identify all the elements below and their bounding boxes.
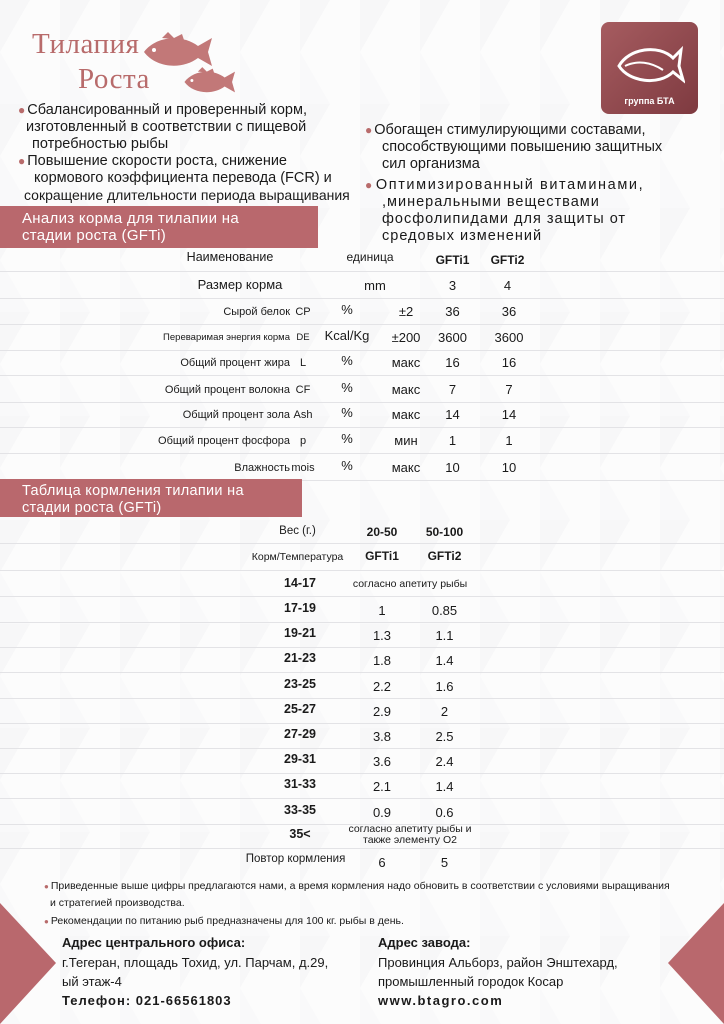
logo-text: группа БТА xyxy=(624,96,675,106)
weight-50-100: 50-100 xyxy=(425,525,464,539)
feeding-row-gfti1: 1 xyxy=(378,603,386,618)
feeding-row-gfti2: 1.1 xyxy=(435,628,454,644)
analysis-row-name: Общий процент фосфора xyxy=(158,435,290,447)
feeding-row-gfti1: 3.6 xyxy=(372,754,392,770)
row-divider xyxy=(0,350,724,351)
col-header-gfti1: GFTi1 xyxy=(435,253,470,267)
feed-gfti2: GFTi2 xyxy=(427,549,462,563)
weight-20-50: 20-50 xyxy=(366,525,398,539)
analysis-row-gfti1: 7 xyxy=(448,382,457,397)
analysis-row-qualifier: ±200 xyxy=(391,330,421,345)
feeding-banner xyxy=(0,479,302,517)
analysis-row-gfti1: 16 xyxy=(445,355,460,370)
analysis-banner xyxy=(0,206,318,248)
bullet-item: ● Повышение скорости роста, снижение xyxy=(18,153,287,169)
feeding-row-gfti1: 0.9 xyxy=(372,804,392,820)
row-divider xyxy=(0,570,724,571)
feed-temp-label: Корм/Температура xyxy=(251,551,344,563)
analysis-title-line1: Анализ корма для тилапии на xyxy=(22,210,239,227)
row-divider xyxy=(0,298,724,299)
feeding-row-temp: 29-31 xyxy=(284,752,316,767)
corner-decoration-left xyxy=(0,903,56,1024)
row-divider xyxy=(0,596,724,597)
feeding-row-gfti1: 3.8 xyxy=(372,729,392,744)
analysis-row-gfti1: 10 xyxy=(445,460,460,475)
appetite-o2-note xyxy=(340,824,480,846)
col-header-unit: единица xyxy=(346,250,394,264)
repeat-gfti2: 5 xyxy=(440,855,449,870)
analysis-row-qualifier: макс xyxy=(391,407,421,422)
analysis-row-unit: Kcal/Kg xyxy=(324,328,370,343)
feeding-row-temp: 17-19 xyxy=(284,601,316,615)
bullet-item-line: сокращение длительности периода выращивания xyxy=(24,187,350,203)
factory-title: Адрес завода: xyxy=(378,935,471,950)
analysis-row-name: Влажность xyxy=(234,462,290,474)
analysis-row-gfti2: 7 xyxy=(505,382,513,397)
feed-gfti1: GFTi1 xyxy=(365,549,399,563)
analysis-row-name: Общий процент зола xyxy=(182,409,290,421)
appetite-note: согласно апетиту рыбы xyxy=(352,578,468,590)
analysis-row-name: Сырой белок xyxy=(223,306,290,318)
temp-14-17: 14-17 xyxy=(284,576,316,590)
feeding-title-line2: стадии роста (GFTi) xyxy=(22,500,162,516)
row-divider xyxy=(0,622,724,623)
analysis-row-qualifier: ±2 xyxy=(398,304,414,319)
feeding-row-gfti2: 1.6 xyxy=(435,678,454,694)
analysis-row-name: Переваримая энергия корма xyxy=(163,332,290,343)
size-row-gfti1: 3 xyxy=(448,278,457,293)
analysis-row-gfti2: 36 xyxy=(501,304,517,319)
analysis-title-line2: стадии роста (GFTi) xyxy=(22,227,167,244)
feeding-row-temp: 21-23 xyxy=(284,651,316,666)
analysis-row-code: p xyxy=(299,435,307,447)
row-divider xyxy=(0,672,724,673)
row-divider xyxy=(0,402,724,403)
footnote-1: ● Приведенные выше цифры предлагаются нами, а время кормления надо обновить в соответствии с условиями выращивания xyxy=(44,880,670,892)
bullet-item: ● Обогащен стимулирующими составами, xyxy=(365,122,646,138)
bullet-item-line: потребностью рыбы xyxy=(32,136,169,152)
footnote-1-cont: и стратегией производства. xyxy=(50,897,185,909)
feeding-row-temp: 27-29 xyxy=(284,727,316,741)
row-divider xyxy=(0,748,724,749)
feeding-row-gfti1: 1.8 xyxy=(372,653,392,669)
analysis-row-unit: % xyxy=(341,302,353,317)
analysis-row-unit: % xyxy=(341,380,353,395)
row-divider xyxy=(0,324,724,325)
analysis-row-qualifier: макс xyxy=(391,382,421,397)
row-divider xyxy=(0,453,724,454)
fish-icon xyxy=(180,66,238,98)
col-header-name: Наименование xyxy=(186,250,274,264)
analysis-row-gfti2: 14 xyxy=(501,407,517,422)
analysis-row-gfti1: 14 xyxy=(445,407,460,422)
phone: Телефон: 021-66561803 xyxy=(62,993,232,1008)
feeding-row-gfti2: 2.4 xyxy=(435,754,454,770)
feeding-row-temp: 23-25 xyxy=(284,676,316,691)
bullets-right xyxy=(365,122,710,245)
analysis-row-unit: % xyxy=(341,405,353,420)
row-divider xyxy=(0,375,724,376)
bullet-item-line: кормового коэффициента перевода (FCR) и xyxy=(34,170,332,186)
corner-decoration-right xyxy=(668,903,724,1024)
row-divider xyxy=(0,647,724,648)
row-divider xyxy=(0,427,724,428)
feeding-row-gfti2: 0.6 xyxy=(435,804,454,820)
analysis-row-gfti2: 10 xyxy=(501,460,517,475)
row-divider xyxy=(0,848,724,849)
office-address-line1: г.Тегеран, площадь Тохид, ул. Парчам, д.29, xyxy=(62,955,329,970)
analysis-row-qualifier: мин xyxy=(394,433,418,448)
analysis-row-gfti1: 1 xyxy=(448,433,457,448)
bullet-item-line: способствующими повышению защитных xyxy=(382,139,663,155)
row-divider xyxy=(0,698,724,699)
row-divider xyxy=(0,271,724,272)
feeding-row-gfti2: 2 xyxy=(440,703,449,719)
title-line2: Роста xyxy=(78,63,150,95)
office-title: Адрес центрального офиса: xyxy=(62,935,246,950)
website-link[interactable]: www.btagro.com xyxy=(378,993,504,1008)
factory-address-line1: Провинция Альборз, район Энштехард, xyxy=(378,955,618,970)
footnote-2: ● Рекомендации по питанию рыб предназначены для 100 кг. рыбы в день. xyxy=(44,915,404,927)
feeding-row-temp: 25-27 xyxy=(284,701,316,716)
analysis-row-unit: % xyxy=(341,353,353,368)
analysis-row-code: mois xyxy=(291,462,315,474)
analysis-row-qualifier: макс xyxy=(391,355,421,370)
logo xyxy=(601,22,698,114)
bullet-item-line: фосфолипидами для защиты от xyxy=(382,211,627,227)
analysis-row-gfti2: 3600 xyxy=(494,330,524,345)
feeding-row-temp: 19-21 xyxy=(284,626,316,641)
fish-logo-icon xyxy=(615,40,685,88)
analysis-row-name: Общий процент жира xyxy=(180,357,290,369)
analysis-row-unit: % xyxy=(341,431,353,446)
analysis-row-gfti1: 36 xyxy=(445,304,460,319)
title-line1: Тилапия xyxy=(32,28,140,60)
temp-35-plus: 35< xyxy=(289,827,311,841)
feeding-row-gfti2: 2.5 xyxy=(435,729,454,744)
analysis-row-code: CF xyxy=(295,384,311,396)
feeding-row-gfti2: 1.4 xyxy=(435,653,454,669)
size-row-gfti2: 4 xyxy=(503,278,512,293)
feeding-row-gfti2: 1.4 xyxy=(435,779,454,795)
analysis-row-code: CP xyxy=(295,306,311,318)
feeding-title-line1: Таблица кормления тилапии на xyxy=(22,483,244,499)
feeding-row-gfti1: 1.3 xyxy=(372,628,392,644)
bullet-item-line: сил организма xyxy=(382,156,480,172)
bullet-item-line: средовых изменений xyxy=(382,228,543,244)
feeding-row-temp: 33-35 xyxy=(284,802,316,817)
analysis-row-code: Ash xyxy=(293,409,313,421)
appetite-o2-note-line2: также элементу O2 xyxy=(363,834,457,846)
analysis-row-code: DE xyxy=(296,332,310,343)
bullet-item-line: ,минеральными веществами xyxy=(382,194,600,210)
repeat-feeding-label: Повтор кормления xyxy=(245,853,346,865)
appetite-o2-note-line1: согласно апетиту рыбы и xyxy=(348,823,472,835)
bullet-item-line: изготовленный в соответствии с пищевой xyxy=(26,119,307,135)
factory-address-line2: промышленный городок Косар xyxy=(378,974,564,989)
analysis-row-unit: % xyxy=(341,458,353,473)
repeat-gfti1: 6 xyxy=(378,855,386,870)
analysis-row-gfti1: 3600 xyxy=(438,330,467,345)
weight-label: Вес (г.) xyxy=(279,525,316,537)
row-divider xyxy=(0,773,724,774)
feeding-row-temp: 31-33 xyxy=(284,777,316,792)
feeding-row-gfti1: 2.9 xyxy=(372,703,392,719)
analysis-row-name: Общий процент волокна xyxy=(164,384,290,396)
analysis-row-gfti2: 16 xyxy=(501,355,517,370)
row-divider xyxy=(0,798,724,799)
analysis-row-code: L xyxy=(299,357,307,369)
feeding-row-gfti1: 2.2 xyxy=(372,678,392,694)
row-divider xyxy=(0,543,724,544)
analysis-row-qualifier: макс xyxy=(391,460,421,475)
feeding-row-gfti1: 2.1 xyxy=(372,779,392,795)
bullets-left xyxy=(18,102,363,204)
row-divider xyxy=(0,723,724,724)
office-address-line2: ый этаж-4 xyxy=(62,974,122,989)
col-header-gfti2: GFTi2 xyxy=(490,253,525,267)
size-row-unit: mm xyxy=(364,278,386,293)
analysis-row-gfti2: 1 xyxy=(505,433,513,448)
bullet-item: ● Сбалансированный и проверенный корм, xyxy=(18,102,307,118)
size-row-name: Размер корма xyxy=(197,277,283,292)
bullet-item: ● Оптимизированный витаминами, xyxy=(365,177,645,193)
feeding-row-gfti2: 0.85 xyxy=(431,603,458,618)
